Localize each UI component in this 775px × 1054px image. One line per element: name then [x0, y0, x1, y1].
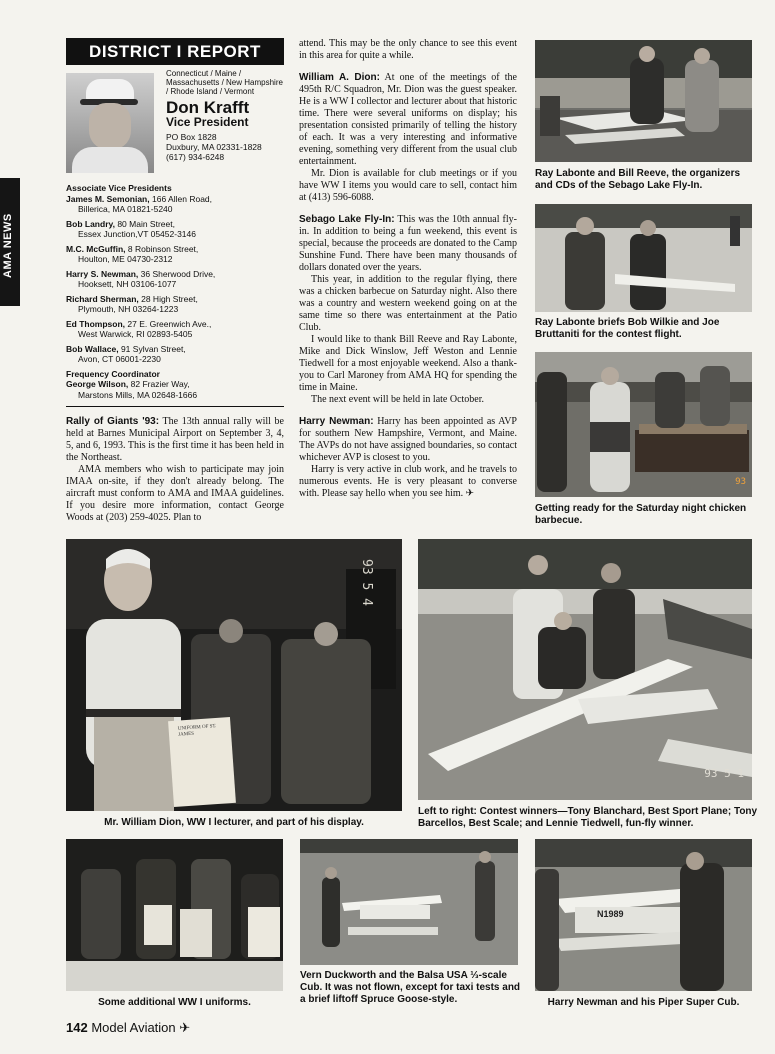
officer-address-1: PO Box 1828: [166, 132, 217, 142]
avp-entry: James M. Semonian, 166 Allen Road, Billerica, MA 01821-5240: [66, 193, 213, 214]
caption-cub: Vern Duckworth and the Balsa USA ⅓-scale Cub. It was not flown, except for taxi tests and a brief liftoff Spruce Goose-style.: [300, 970, 521, 1005]
caption-barbecue: Getting ready for the Saturday night chicken barbecue.: [535, 503, 747, 526]
avp-entry: Harry S. Newman, 36 Sherwood Drive, Hooksett, NH 03106-1077: [66, 268, 216, 289]
article-text-col1: [66, 416, 284, 524]
dion-paragraph-2: Mr. Dion is available for club meetings or if you have WW I items you would care to sell, contact him at (413) 596-6088.: [299, 168, 517, 203]
dion-heading: William A. Dion:: [299, 72, 380, 83]
rally-paragraph: The 13th annual rally will be held at Barnes Municipal Airport on September 3, 4, 5, and 6, 1993. This is the first time it has been held in the Northeast.: [66, 416, 285, 463]
end-mark-icon: ✈: [463, 488, 475, 499]
photo-briefing: [535, 204, 752, 312]
officer-block: [66, 69, 284, 179]
sebago-paragraph-2: This year, in addition to the regular flying, there was a chicken barbecue on Saturday night. Also there was a country and western weekend going on at the same time so there was entertainment at the Patio Club.: [299, 274, 517, 333]
plane-registration: N1989: [597, 909, 624, 919]
caption-newman: Harry Newman and his Piper Super Cub.: [547, 997, 740, 1008]
avp-entry: Ed Thompson, 27 E. Greenwich Ave., West Warwick, RI 02893-5405: [66, 318, 212, 339]
newman-paragraph: Harry has been appointed as AVP for southern New Hampshire, Vermont, and Maine. The AVPs do not have assigned boundaries, so contact whichever AVP is closest to you.: [299, 416, 517, 463]
sebago-paragraph-3: I would like to thank Bill Reeve and Ray Labonte, Mike and Dick Winslow, Jeff Weston and Lennie Tiedwell for a most enjoyable weekend. Also a thank-you to Carl Maroney from AMA HQ for spending the time in Maine.: [299, 334, 517, 393]
photo-dion: [66, 539, 402, 811]
officer-states: Connecticut / Maine / Massachusetts / New Hampshire / Rhode Island / Vermont: [166, 69, 283, 96]
dion-paragraph: At one of the meetings of the 495th R/C Squadron, Mr. Dion was the guest speaker. He is a WW I collector and lecturer about that historic time. There were several uniforms on display; his presentation consisted primarily of telling the history of each. It was a very interesting and informative evening, something very different from the usual club entertainment.: [299, 72, 517, 167]
display-placard: UNIFORM OF ST. JAMES: [177, 724, 217, 738]
section-tab: [0, 178, 20, 306]
photo-newman: [535, 839, 752, 991]
officer-address-2: Duxbury, MA 02331-1828: [166, 142, 262, 152]
photo-date-stamp: 93 5 4: [359, 559, 374, 606]
column-1: [66, 38, 284, 524]
officer-name: Don Krafft: [166, 98, 250, 117]
sebago-paragraph: This was the 10th annual fly-in. In addition to being a fun weekend, this event is special, because the proceeds are donated to the Camp Sunshine Fund. There have been many thousands of dollars donated over the years.: [299, 214, 517, 273]
magazine-name: Model Aviation: [91, 1020, 176, 1035]
avp-entry: M.C. McGuffin, 8 Robinson Street, Houlton, ME 04730-2312: [66, 243, 199, 264]
photo-winners: [418, 539, 752, 800]
sebago-heading: Sebago Lake Fly-In:: [299, 214, 395, 225]
page-footer: [66, 1020, 190, 1036]
section-tab-label: AMA NEWS: [2, 213, 14, 278]
photo-barbecue: [535, 352, 752, 497]
airplane-icon: ✈: [179, 1020, 191, 1035]
caption-dion: Mr. William Dion, WW I lecturer, and part of his display.: [104, 817, 364, 828]
rally-heading: Rally of Giants '93:: [66, 416, 160, 427]
district-banner: DISTRICT I REPORT: [66, 38, 284, 65]
rally-continued: attend. This may be the only chance to see this event in this area for quite a while.: [299, 38, 517, 61]
officer-portrait: [66, 73, 154, 173]
caption-uniforms: Some additional WW I uniforms.: [98, 997, 251, 1008]
newman-paragraph-2: Harry is very active in club work, and he travels to numerous events. He is very pleasant to converse with. Please say hello when you see him.: [299, 464, 517, 499]
photo-date-stamp: 93: [735, 477, 746, 487]
officer-title: Vice President: [166, 115, 249, 129]
page-number: 142: [66, 1020, 88, 1035]
officer-phone: (617) 934-6248: [166, 152, 225, 162]
newman-heading: Harry Newman:: [299, 416, 374, 427]
frequency-coordinator: Frequency Coordinator George Wilson, 82 Frazier Way, Marstons Mills, MA 02648-1666: [66, 368, 198, 400]
rally-paragraph-2: AMA members who wish to participate may join IMAA on-site, if they don't already belong. The aircraft must conform to AMA and IMAA guidelines. If you desire more information, contact George Woods at (203) 259-4025. Plan to: [66, 464, 284, 523]
photo-date-stamp: 93 5 1: [704, 767, 744, 780]
caption-briefing: Ray Labonte briefs Bob Wilkie and Joe Bruttaniti for the contest flight.: [535, 317, 720, 340]
contacts-list: [66, 183, 284, 400]
sebago-paragraph-4: The next event will be held in late October.: [311, 394, 484, 405]
photo-uniforms: [66, 839, 283, 991]
avp-entry: Bob Landry, 80 Main Street, Essex Junction,VT 05452-3146: [66, 218, 196, 239]
photo-organizers: [535, 40, 752, 162]
avp-entry: Bob Wallace, 91 Sylvan Street, Avon, CT 06001-2230: [66, 343, 186, 364]
caption-organizers: Ray Labonte and Bill Reeve, the organizers and CDs of the Sebago Lake Fly-In.: [535, 168, 741, 191]
avp-entry: Richard Sherman, 28 High Street, Plymouth, NH 03264-1223: [66, 293, 198, 314]
avp-heading: Associate Vice Presidents: [66, 183, 172, 193]
photo-cub: [300, 839, 518, 965]
column-2: [299, 38, 517, 500]
caption-winners: Left to right: Contest winners—Tony Blanchard, Best Sport Plane; Tony Barcellos, Best Scale; and Lennie Tiedwell, fun-fly winner.: [418, 806, 758, 829]
divider: [66, 406, 284, 407]
